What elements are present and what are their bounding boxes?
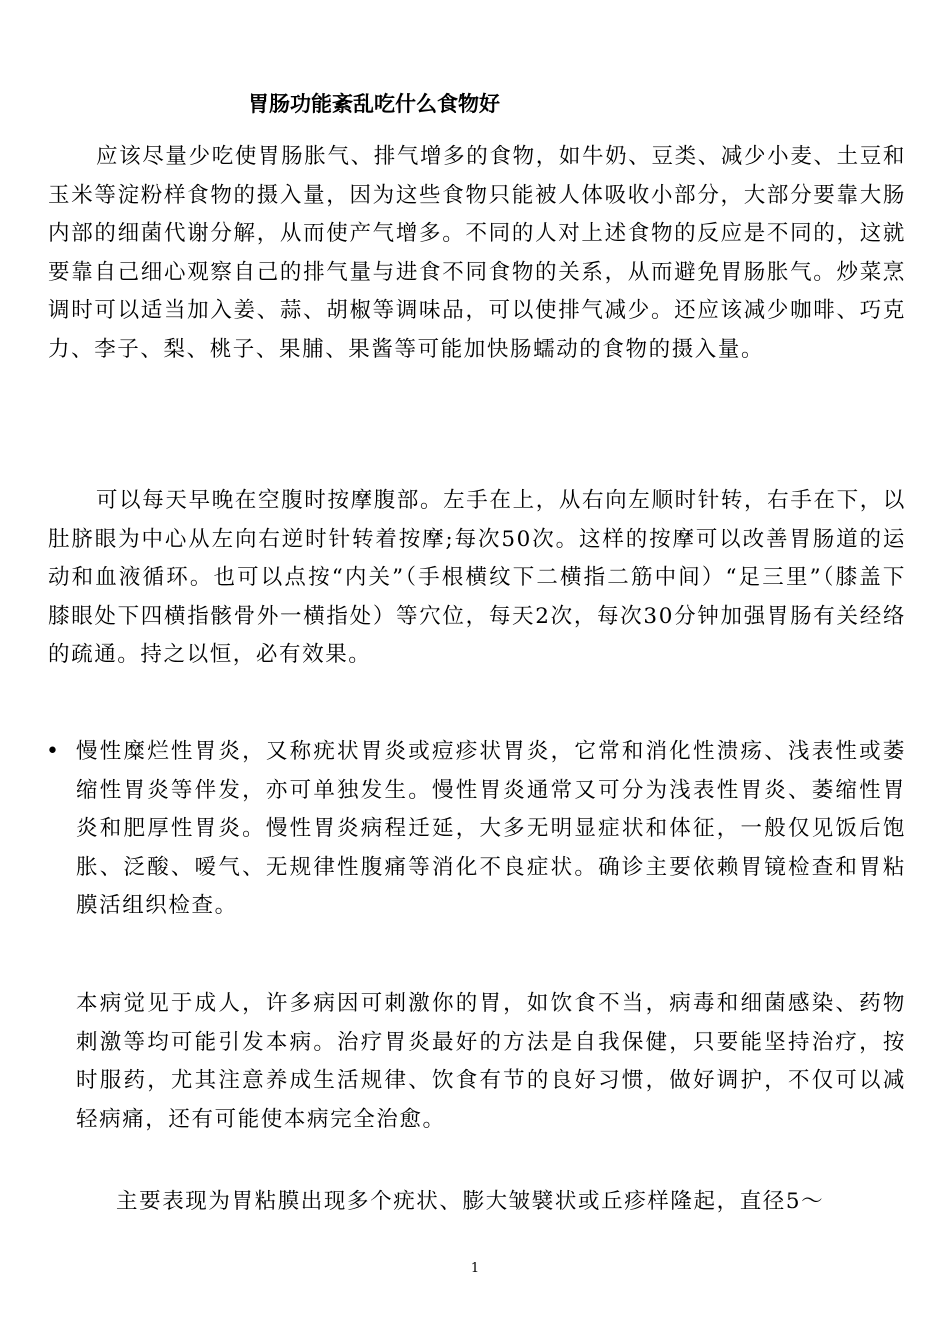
bullet-marker: • (46, 739, 59, 764)
document-title: 胃肠功能紊乱吃什么食物好 (248, 92, 500, 116)
bullet-paragraph-treatment: 本病觉见于成人，许多病因可刺激你的胃，如饮食不当，病毒和细菌感染、药物刺激等均可能引发本病。治疗胃炎最好的方法是自我保健，只要能坚持治疗，按时服药，尤其注意养成生活规律、饮食有节的良好习惯，做好调护，不仅可以减轻病痛，还有可能使本病完全治愈。 (76, 991, 906, 1132)
bullet-paragraph-gastritis: 慢性糜烂性胃炎，又称疣状胃炎或痘疹状胃炎，它常和消化性溃疡、浅表性或萎缩性胃炎等伴发，亦可单独发生。慢性胃炎通常又可分为浅表性胃炎、萎缩性胃炎和肥厚性胃炎。慢性胃炎病程迁延，大多无明显症状和体征，一般仅见饭后饱胀、泛酸、嗳气、无规律性腹痛等消化不良症状。确诊主要依赖胃镜检查和胃粘膜活组织检查。 (76, 739, 906, 918)
page-number: 1 (470, 1261, 480, 1276)
paragraph-massage: 可以每天早晚在空腹时按摩腹部。左手在上，从右向左顺时针转，右手在下，以肚脐眼为中心从左向右逆时针转着按摩;每次50次。这样的按摩可以改善胃肠道的运动和血液循环。也可以点按“内关”（手根横纹下二横指二筋中间）“足三里”（膝盖下膝眼处下四横指骸骨外一横指处）等穴位，每天2次，每次30分钟加强胃肠有关经络的疏通。持之以恒，必有效果。 (48, 488, 906, 667)
paragraph-diet: 应该尽量少吃使胃肠胀气、排气增多的食物，如牛奶、豆类、减少小麦、土豆和玉米等淀粉样食物的摄入量，因为这些食物只能被人体吸收小部分，大部分要靠大肠内部的细菌代谢分解，从而使产气增多。不同的人对上述食物的反应是不同的，这就要靠自己细心观察自己的排气量与进食不同食物的关系，从而避免胃肠胀气。炒菜烹调时可以适当加入姜、蒜、胡椒等调味品，可以使排气减少。还应该减少咖啡、巧克力、李子、梨、桃子、果脯、果酱等可能加快肠蠕动的食物的摄入量。 (48, 144, 906, 362)
paragraph-symptoms: 主要表现为胃粘膜出现多个疣状、膨大皱襞状或丘疹样隆起，直径5～ (116, 1189, 825, 1214)
